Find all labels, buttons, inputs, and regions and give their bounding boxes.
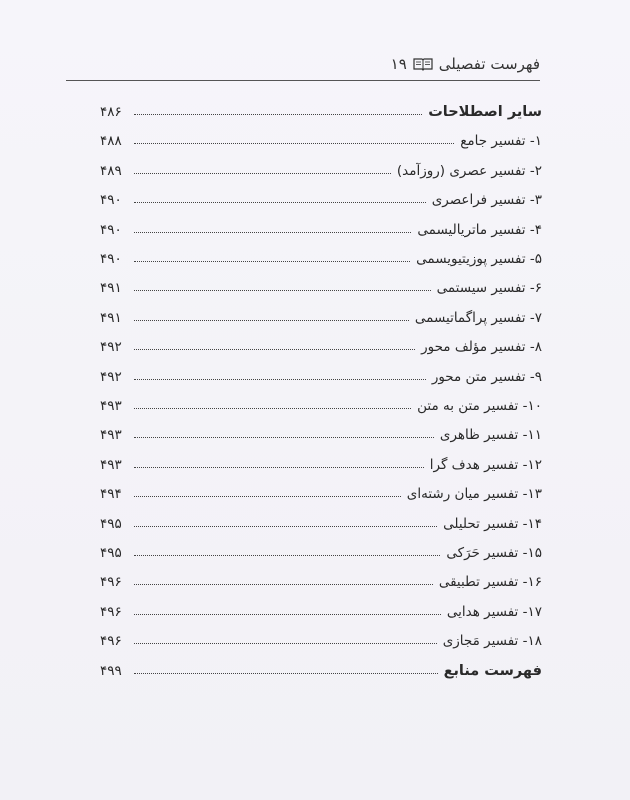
dot-leader — [134, 114, 422, 115]
toc-section-row — [100, 655, 542, 679]
dot-leader — [134, 408, 411, 409]
toc-entry-label: ۸- تفسیر مؤلف محور — [421, 339, 542, 356]
toc-entry-page: ۴۹۲ — [100, 339, 122, 356]
toc-entry-label: ۱- تفسیر جامع — [460, 133, 542, 150]
toc-entry-page: ۴۹۶ — [100, 574, 122, 591]
toc-entry-label: ۷- تفسیر پراگماتیسمی — [414, 309, 542, 326]
toc-entry-label: ۱۷- تفسیر هدایی — [446, 603, 542, 620]
dot-leader — [134, 349, 415, 350]
toc-entry-label: ۱۳- تفسیر میان رشته‌ای — [406, 486, 542, 503]
toc-entry-page: ۴۹۱ — [100, 280, 122, 297]
toc-entry-label: ۱۴- تفسیر تحلیلی — [443, 515, 542, 532]
toc-row — [100, 449, 542, 473]
toc-entry-page: ۴۹۰ — [100, 221, 122, 238]
dot-leader — [134, 496, 401, 497]
toc-entry-page: ۴۸۸ — [100, 133, 122, 150]
toc-entry-label: ۳- تفسیر فراعصری — [431, 192, 542, 209]
dot-leader — [134, 526, 437, 527]
toc-entry-label: فهرست منابع — [443, 662, 542, 679]
toc-entry-page: ۴۹۳ — [100, 427, 122, 444]
dot-leader — [134, 643, 437, 644]
toc-entry-page: ۴۹۰ — [100, 251, 122, 267]
dot-leader — [134, 673, 438, 674]
toc-row — [100, 155, 542, 179]
dot-leader — [134, 467, 424, 468]
dot-leader — [134, 202, 426, 203]
toc-row — [100, 272, 542, 296]
toc-entry-label: ۹- تفسیر متن محور — [431, 368, 542, 385]
dot-leader — [134, 173, 391, 174]
toc-row — [100, 331, 542, 355]
toc-entry-page: ۴۹۲ — [100, 368, 122, 385]
dot-leader — [134, 143, 454, 144]
toc-entry-page: ۴۹۴ — [100, 486, 122, 503]
toc-row — [100, 361, 542, 385]
toc-entry-label: سایر اصطلاحات — [428, 104, 542, 120]
toc-entry-label: ۱۶- تفسیر تطبیقی — [438, 574, 542, 591]
toc-entry-label: ۴- تفسیر ماتریالیسمی — [417, 221, 542, 238]
toc-section-row — [100, 96, 542, 120]
dot-leader — [134, 614, 441, 615]
toc-entry-page: ۴۸۶ — [100, 104, 122, 120]
dot-leader — [134, 437, 434, 438]
dot-leader — [134, 232, 411, 233]
toc-row — [100, 302, 542, 326]
toc-row — [100, 508, 542, 532]
toc-row — [100, 419, 542, 443]
toc-entry-page: ۴۹۱ — [100, 309, 122, 326]
toc-entry-page: ۴۹۳ — [100, 398, 122, 414]
toc-entry-label: ۶- تفسیر سیستمی — [436, 280, 542, 297]
toc-entry-page: ۴۹۶ — [100, 603, 122, 620]
toc-row — [100, 390, 542, 414]
page-header — [60, 52, 540, 76]
dot-leader — [134, 290, 431, 291]
toc-entry-page: ۴۹۹ — [100, 662, 122, 679]
toc-row — [100, 125, 542, 149]
book-icon — [413, 57, 433, 71]
toc-row — [100, 184, 542, 208]
toc-entry-page: ۴۹۳ — [100, 456, 122, 473]
header-page-number: ۱۹ — [390, 55, 407, 73]
toc-entry-label: ۱۲- تفسیر هدف گرا — [429, 456, 542, 473]
dot-leader — [134, 555, 440, 556]
toc-entry-label: ۲- تفسیر عصری (روزآمد) — [396, 162, 542, 179]
toc-entry-page: ۴۹۶ — [100, 633, 122, 650]
toc-row — [100, 625, 542, 649]
toc-entry-page: ۴۹۵ — [100, 515, 122, 532]
dot-leader — [134, 261, 410, 262]
header-rule — [66, 80, 540, 81]
toc-row — [100, 214, 542, 238]
toc-entry-page: ۴۹۰ — [100, 192, 122, 209]
toc-entry-label: ۵- تفسیر پوزیتیویسمی — [416, 251, 542, 267]
toc-row — [100, 566, 542, 590]
toc-entry-label: ۱۰- تفسیر متن به متن — [417, 398, 542, 414]
dot-leader — [134, 584, 433, 585]
toc-entry-label: ۱۸- تفسیر مَجازی — [442, 633, 542, 650]
dot-leader — [134, 320, 409, 321]
dot-leader — [134, 379, 426, 380]
header-title: فهرست تفصیلی — [438, 55, 540, 73]
toc-row — [100, 243, 542, 267]
toc-entry-page: ۴۹۵ — [100, 545, 122, 561]
toc-entry-label: ۱۵- تفسیر حَرَکی — [446, 545, 542, 561]
toc-row — [100, 537, 542, 561]
toc-row — [100, 596, 542, 620]
toc-entry-page: ۴۸۹ — [100, 162, 122, 179]
toc-entry-label: ۱۱- تفسیر ظاهری — [439, 427, 542, 444]
toc-row — [100, 478, 542, 502]
